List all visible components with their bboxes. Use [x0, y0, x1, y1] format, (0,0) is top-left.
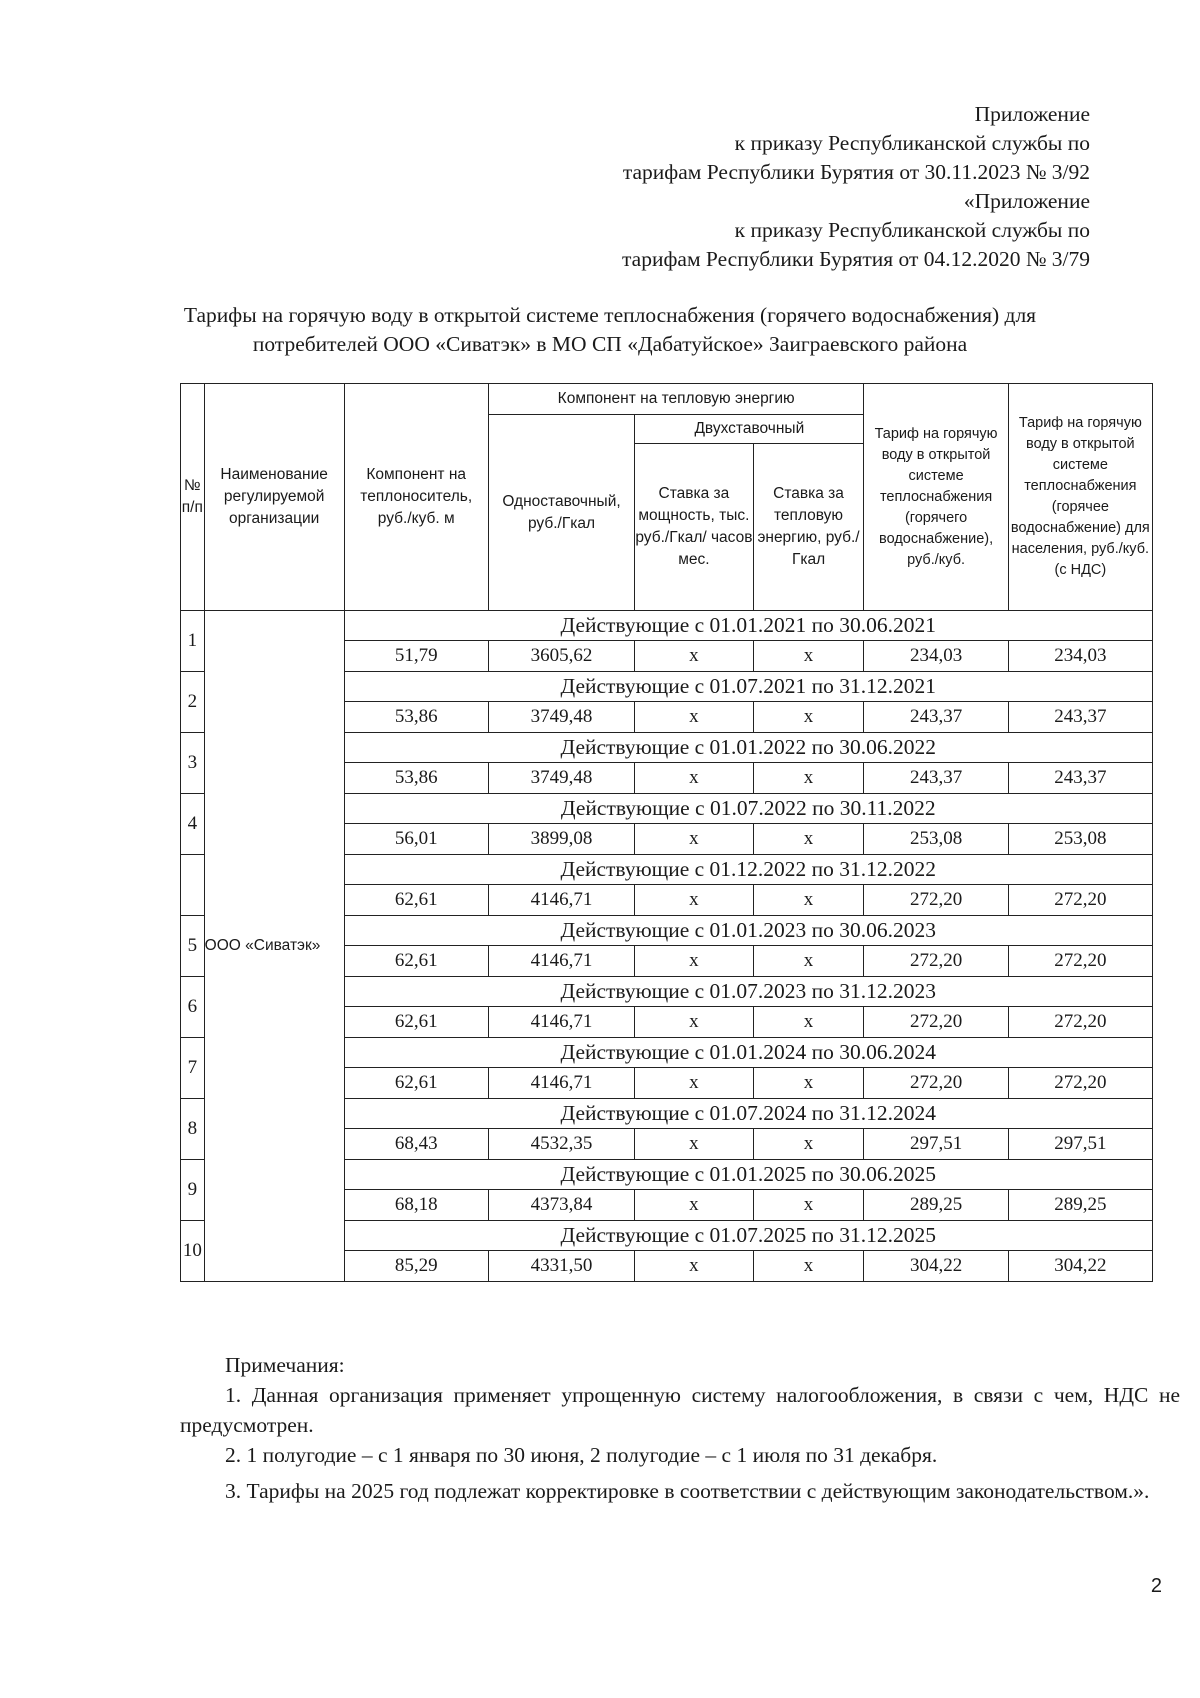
tariff-population-value: 297,51 [1008, 1129, 1152, 1160]
period-row [181, 611, 1153, 641]
single-rate-value: 3605,62 [488, 641, 634, 672]
row-number: 5 [181, 916, 205, 977]
coolant-value: 62,61 [344, 1068, 488, 1099]
row-number: 9 [181, 1160, 205, 1221]
tariff-value: 272,20 [864, 885, 1008, 916]
capacity-rate-value: x [635, 1007, 753, 1038]
capacity-rate-value: x [635, 946, 753, 977]
capacity-rate-value: x [635, 1190, 753, 1221]
row-number: 7 [181, 1038, 205, 1099]
tariff-value: 272,20 [864, 1068, 1008, 1099]
energy-rate-value: x [753, 885, 864, 916]
single-rate-value: 4331,50 [488, 1251, 634, 1282]
row-number [181, 855, 205, 916]
energy-rate-value: x [753, 946, 864, 977]
coolant-value: 56,01 [344, 824, 488, 855]
period-label: Действующие с 01.07.2023 по 31.12.2023 [344, 977, 1152, 1007]
coolant-value: 62,61 [344, 1007, 488, 1038]
row-number: 8 [181, 1099, 205, 1160]
notes [180, 1350, 1180, 1506]
period-label: Действующие с 01.01.2022 по 30.06.2022 [344, 733, 1152, 763]
capacity-rate-value: x [635, 824, 753, 855]
energy-rate-value: x [753, 641, 864, 672]
period-label: Действующие с 01.01.2021 по 30.06.2021 [344, 611, 1152, 641]
capacity-rate-value: x [635, 1251, 753, 1282]
header-energy-rate: Ставка за тепловую энергию, руб./Гкал [753, 444, 864, 611]
coolant-value: 62,61 [344, 885, 488, 916]
tariff-value: 304,22 [864, 1251, 1008, 1282]
coolant-value: 68,43 [344, 1129, 488, 1160]
notes-heading: Примечания: [225, 1353, 345, 1377]
header-line: к приказу Республиканской службы по [734, 218, 1090, 242]
energy-rate-value: x [753, 824, 864, 855]
tariff-population-value: 243,37 [1008, 763, 1152, 794]
tariff-value: 289,25 [864, 1190, 1008, 1221]
single-rate-value: 3749,48 [488, 702, 634, 733]
period-label: Действующие с 01.01.2023 по 30.06.2023 [344, 916, 1152, 946]
coolant-value: 53,86 [344, 702, 488, 733]
row-number: 4 [181, 794, 205, 855]
header-num: № п/п [181, 384, 205, 611]
tariff-value: 243,37 [864, 702, 1008, 733]
tariff-population-value: 234,03 [1008, 641, 1152, 672]
header-tariff-population: Тариф на горячую воду в открытой системе теплоснабжения (горячее водоснабжение) для населения, руб./куб. (с НДС) [1008, 384, 1152, 611]
period-label: Действующие с 01.07.2024 по 31.12.2024 [344, 1099, 1152, 1129]
document-title [160, 301, 1060, 359]
header-line: к приказу Республиканской службы по [734, 131, 1090, 155]
period-label: Действующие с 01.12.2022 по 31.12.2022 [344, 855, 1152, 885]
header-capacity-rate: Ставка за мощность, тыс. руб./Гкал/ часов мес. [635, 444, 753, 611]
header-line: Приложение [974, 102, 1090, 126]
tariff-population-value: 289,25 [1008, 1190, 1152, 1221]
row-number: 3 [181, 733, 205, 794]
header-single-rate: Одноставочный, руб./Гкал [488, 415, 634, 611]
capacity-rate-value: x [635, 702, 753, 733]
capacity-rate-value: x [635, 763, 753, 794]
header-two-rate: Двухставочный [635, 415, 864, 444]
row-number: 2 [181, 672, 205, 733]
single-rate-value: 4373,84 [488, 1190, 634, 1221]
tariff-population-value: 243,37 [1008, 702, 1152, 733]
single-rate-value: 3899,08 [488, 824, 634, 855]
coolant-value: 53,86 [344, 763, 488, 794]
tariff-population-value: 272,20 [1008, 1007, 1152, 1038]
note-item: 2. 1 полугодие – с 1 января по 30 июня, 2 полугодие – с 1 июля по 31 декабря. [225, 1443, 938, 1467]
row-number: 10 [181, 1221, 205, 1282]
title-line-2: потребителей ООО «Сиватэк» в МО СП «Дабатуйское» Заиграевского района [252, 332, 968, 356]
coolant-value: 62,61 [344, 946, 488, 977]
note-item: 1. Данная организация применяет упрощенную систему налогообложения, в связи с чем, НДС не предусмотрен. [180, 1383, 1180, 1437]
capacity-rate-value: x [635, 885, 753, 916]
energy-rate-value: x [753, 1190, 864, 1221]
single-rate-value: 4146,71 [488, 1007, 634, 1038]
period-label: Действующие с 01.07.2021 по 31.12.2021 [344, 672, 1152, 702]
tariff-value: 297,51 [864, 1129, 1008, 1160]
header-organization: Наименование регулируемой организации [204, 384, 344, 611]
row-number: 1 [181, 611, 205, 672]
period-label: Действующие с 01.01.2025 по 30.06.2025 [344, 1160, 1152, 1190]
tariff-value: 234,03 [864, 641, 1008, 672]
header-thermal-component: Компонент на тепловую энергию [488, 384, 864, 415]
note-item: 3. Тарифы на 2025 год подлежат корректировке в соответствии с действующим законодательством.». [225, 1479, 1150, 1503]
tariff-value: 243,37 [864, 763, 1008, 794]
appendix-header [622, 100, 1090, 274]
header-line: «Приложение [963, 189, 1090, 213]
period-label: Действующие с 01.07.2025 по 31.12.2025 [344, 1221, 1152, 1251]
tariff-population-value: 304,22 [1008, 1251, 1152, 1282]
tariff-population-value: 272,20 [1008, 946, 1152, 977]
energy-rate-value: x [753, 763, 864, 794]
capacity-rate-value: x [635, 641, 753, 672]
coolant-value: 68,18 [344, 1190, 488, 1221]
title-line-1: Тарифы на горячую воду в открытой системе теплоснабжения (горячего водоснабжения) для [183, 303, 1037, 327]
capacity-rate-value: x [635, 1129, 753, 1160]
energy-rate-value: x [753, 1068, 864, 1099]
capacity-rate-value: x [635, 1068, 753, 1099]
header-tariff: Тариф на горячую воду в открытой системе теплоснабжения (горячего водоснабжение), руб./куб. [864, 384, 1008, 611]
tariff-value: 253,08 [864, 824, 1008, 855]
single-rate-value: 4532,35 [488, 1129, 634, 1160]
energy-rate-value: x [753, 702, 864, 733]
tariffs-table [180, 383, 1153, 1282]
period-label: Действующие с 01.01.2024 по 30.06.2024 [344, 1038, 1152, 1068]
energy-rate-value: x [753, 1129, 864, 1160]
header-coolant-component: Компонент на теплоноситель, руб./куб. м [344, 384, 488, 611]
organization-name: ООО «Сиватэк» [204, 611, 344, 1282]
tariff-value: 272,20 [864, 1007, 1008, 1038]
coolant-value: 85,29 [344, 1251, 488, 1282]
single-rate-value: 4146,71 [488, 946, 634, 977]
energy-rate-value: x [753, 1007, 864, 1038]
tariff-population-value: 272,20 [1008, 1068, 1152, 1099]
single-rate-value: 4146,71 [488, 1068, 634, 1099]
period-label: Действующие с 01.07.2022 по 30.11.2022 [344, 794, 1152, 824]
coolant-value: 51,79 [344, 641, 488, 672]
single-rate-value: 3749,48 [488, 763, 634, 794]
row-number: 6 [181, 977, 205, 1038]
tariff-population-value: 272,20 [1008, 885, 1152, 916]
single-rate-value: 4146,71 [488, 885, 634, 916]
energy-rate-value: x [753, 1251, 864, 1282]
tariff-population-value: 253,08 [1008, 824, 1152, 855]
page-number: 2 [1150, 1575, 1162, 1597]
header-line: тарифам Республики Бурятия от 30.11.2023 № 3/92 [622, 160, 1090, 184]
tariff-value: 272,20 [864, 946, 1008, 977]
header-line: тарифам Республики Бурятия от 04.12.2020 № 3/79 [622, 247, 1090, 271]
